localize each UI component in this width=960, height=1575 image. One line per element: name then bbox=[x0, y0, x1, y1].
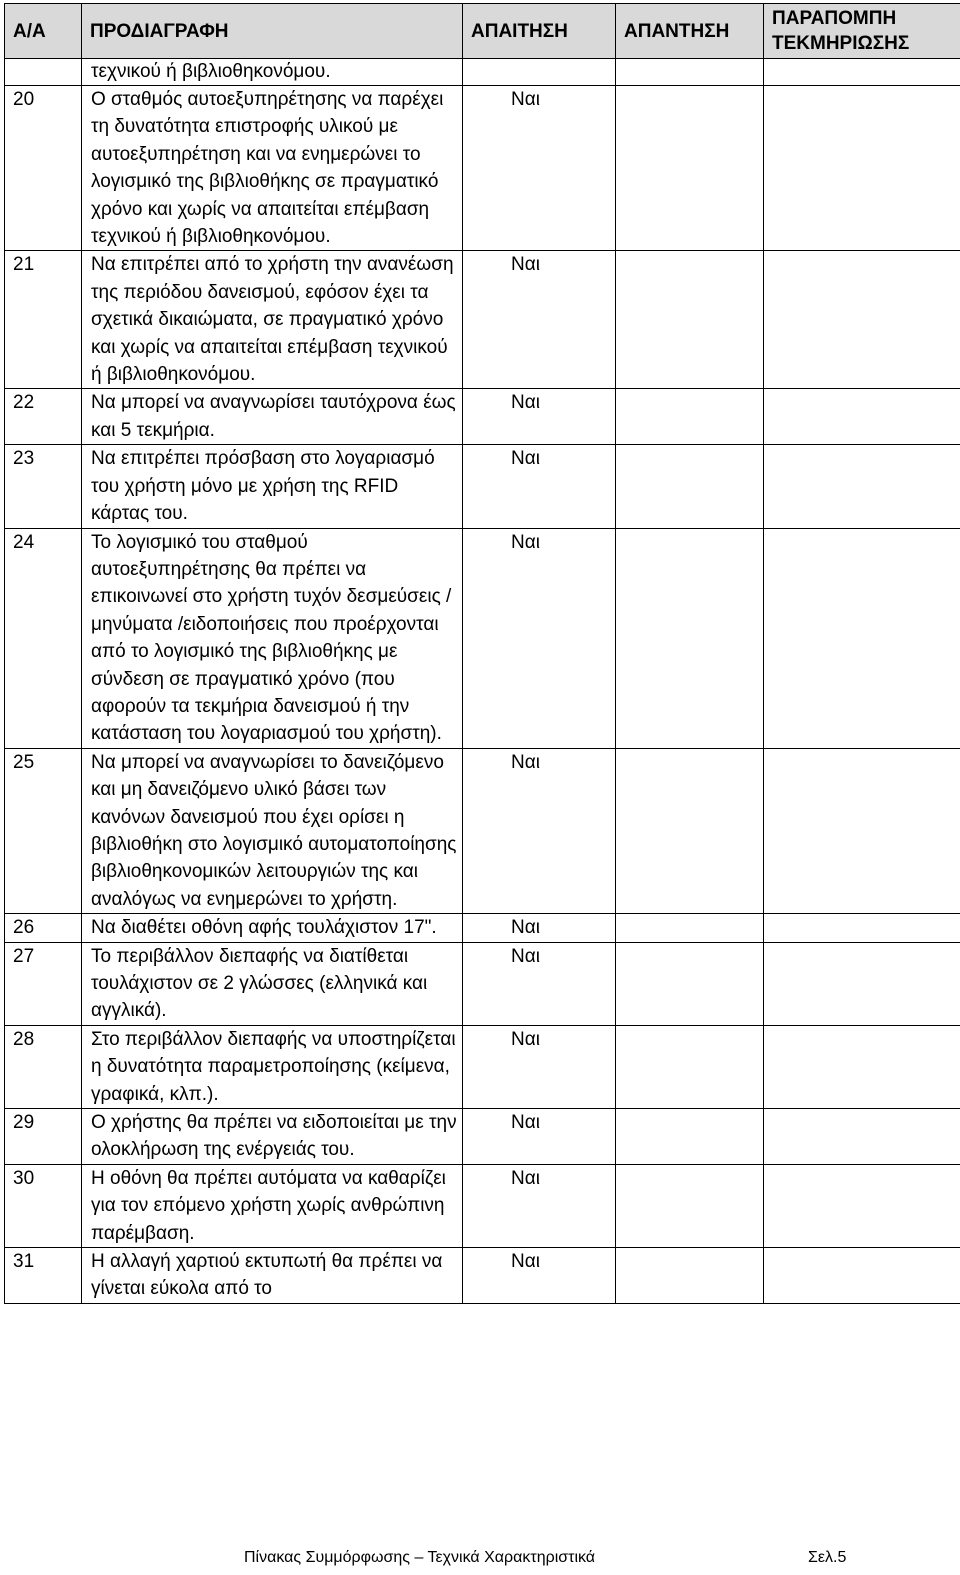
row-answer bbox=[616, 1109, 764, 1165]
row-requirement: Ναι bbox=[463, 251, 616, 389]
continuation-text: τεχνικού ή βιβλιοθηκονόμου. bbox=[82, 59, 463, 86]
table-row bbox=[5, 748, 960, 913]
row-number: 22 bbox=[5, 389, 82, 445]
header-reference: ΠΑΡΑΠΟΜΠΗ ΤΕΚΜΗΡΙΩΣΗΣ bbox=[764, 4, 960, 59]
row-answer bbox=[616, 528, 764, 748]
row-requirement: Ναι bbox=[463, 748, 616, 913]
row-answer bbox=[616, 748, 764, 913]
row-requirement: Ναι bbox=[463, 1164, 616, 1247]
compliance-table bbox=[4, 3, 960, 1304]
table-row bbox=[5, 389, 960, 445]
row-requirement: Ναι bbox=[463, 445, 616, 528]
table-row bbox=[5, 1025, 960, 1108]
row-requirement: Ναι bbox=[463, 528, 616, 748]
header-requirement: ΑΠΑΙΤΗΣΗ bbox=[463, 4, 616, 59]
row-reference bbox=[764, 914, 960, 942]
row-specification: Να μπορεί να αναγνωρίσει ταυτόχρονα έως και 5 τεκμήρια. bbox=[82, 389, 463, 445]
table-row bbox=[5, 942, 960, 1025]
row-requirement: Ναι bbox=[463, 942, 616, 1025]
row-answer bbox=[616, 445, 764, 528]
row-answer bbox=[616, 914, 764, 942]
page-footer bbox=[0, 1547, 960, 1571]
row-specification: Το περιβάλλον διεπαφής να διατίθεται τουλάχιστον σε 2 γλώσσες (ελληνικά και αγγλικά). bbox=[82, 942, 463, 1025]
row-number: 23 bbox=[5, 445, 82, 528]
table-row-continuation bbox=[5, 59, 960, 86]
table-row bbox=[5, 1164, 960, 1247]
row-specification: Να επιτρέπει πρόσβαση στο λογαριασμό του χρήστη μόνο με χρήση της RFID κάρτας του. bbox=[82, 445, 463, 528]
row-number: 27 bbox=[5, 942, 82, 1025]
row-specification: Ο χρήστης θα πρέπει να ειδοποιείται με την ολοκλήρωση της ενέργειάς του. bbox=[82, 1109, 463, 1165]
row-number: 28 bbox=[5, 1025, 82, 1108]
row-specification: Η αλλαγή χαρτιού εκτυπωτή θα πρέπει να γίνεται εύκολα από το bbox=[82, 1248, 463, 1304]
header-aa: Α/Α bbox=[5, 4, 82, 59]
footer-title: Πίνακας Συμμόρφωσης – Τεχνικά Χαρακτηριστικά bbox=[244, 1549, 596, 1566]
row-number: 25 bbox=[5, 748, 82, 913]
row-number: 26 bbox=[5, 914, 82, 942]
row-requirement: Ναι bbox=[463, 914, 616, 942]
row-requirement: Ναι bbox=[463, 389, 616, 445]
row-specification: Να επιτρέπει από το χρήστη την ανανέωση της περιόδου δανεισμού, εφόσον έχει τα σχετικά δικαιώματα, σε πραγματικό χρόνο και χωρίς να απαιτείται επέμβαση τεχνικού ή βιβλιοθηκονόμου. bbox=[82, 251, 463, 389]
row-specification: Να διαθέτει οθόνη αφής τουλάχιστον 17". bbox=[82, 914, 463, 942]
row-specification: Η οθόνη θα πρέπει αυτόματα να καθαρίζει για τον επόμενο χρήστη χωρίς ανθρώπινη παρέμβαση. bbox=[82, 1164, 463, 1247]
row-specification: Στο περιβάλλον διεπαφής να υποστηρίζεται η δυνατότητα παραμετροποίησης (κείμενα, γραφικά, κλπ.). bbox=[82, 1025, 463, 1108]
row-specification: Να μπορεί να αναγνωρίσει το δανειζόμενο και μη δανειζόμενο υλικό βάσει των κανόνων δανεισμού που έχει ορίσει η βιβλιοθήκη στο λογισμικό αυτοματοποίησης βιβλιοθηκονομικών λειτουργιών της και αναλόγως να ενημερώνει το χρήστη. bbox=[82, 748, 463, 913]
table-row bbox=[5, 86, 960, 251]
row-number: 20 bbox=[5, 86, 82, 251]
row-reference bbox=[764, 251, 960, 389]
row-answer bbox=[616, 942, 764, 1025]
table-row bbox=[5, 1109, 960, 1165]
row-answer bbox=[616, 1248, 764, 1304]
row-answer bbox=[616, 1164, 764, 1247]
row-answer bbox=[616, 1025, 764, 1108]
footer-page-number: Σελ.5 bbox=[808, 1549, 847, 1566]
row-reference bbox=[764, 748, 960, 913]
row-number: 31 bbox=[5, 1248, 82, 1304]
row-reference bbox=[764, 86, 960, 251]
row-specification: Ο σταθμός αυτοεξυπηρέτησης να παρέχει τη δυνατότητα επιστροφής υλικού με αυτοεξυπηρέτηση και να ενημερώνει το λογισμικό της βιβλιοθήκης σε πραγματικό χρόνο και χωρίς να απαιτείται επέμβαση τεχνικού ή βιβλιοθηκονόμου. bbox=[82, 86, 463, 251]
row-reference bbox=[764, 445, 960, 528]
table-row bbox=[5, 528, 960, 748]
row-reference bbox=[764, 942, 960, 1025]
row-reference bbox=[764, 1248, 960, 1304]
row-reference bbox=[764, 1164, 960, 1247]
row-requirement: Ναι bbox=[463, 1025, 616, 1108]
row-reference bbox=[764, 1025, 960, 1108]
row-reference bbox=[764, 528, 960, 748]
row-number: 24 bbox=[5, 528, 82, 748]
table-header-row bbox=[5, 4, 960, 59]
row-answer bbox=[616, 251, 764, 389]
header-spec: ΠΡΟΔΙΑΓΡΑΦΗ bbox=[82, 4, 463, 59]
row-requirement: Ναι bbox=[463, 86, 616, 251]
row-number: 29 bbox=[5, 1109, 82, 1165]
row-reference bbox=[764, 1109, 960, 1165]
table-row bbox=[5, 914, 960, 942]
row-number: 21 bbox=[5, 251, 82, 389]
row-answer bbox=[616, 389, 764, 445]
row-specification: Το λογισμικό του σταθμού αυτοεξυπηρέτησης θα πρέπει να επικοινωνεί στο χρήστη τυχόν δεσμεύσεις / μηνύματα /ειδοποιήσεις που προέρχονται από το λογισμικό της βιβλιοθήκης με σύνδεση σε πραγματικό χρόνο (που αφορούν τα τεκμήρια δανεισμού ή την κατάσταση του λογαριασμού του χρήστη). bbox=[82, 528, 463, 748]
table-row bbox=[5, 445, 960, 528]
row-requirement: Ναι bbox=[463, 1109, 616, 1165]
row-answer bbox=[616, 86, 764, 251]
table-row bbox=[5, 251, 960, 389]
header-answer: ΑΠΑΝΤΗΣΗ bbox=[616, 4, 764, 59]
row-reference bbox=[764, 389, 960, 445]
row-number: 30 bbox=[5, 1164, 82, 1247]
table-row bbox=[5, 1248, 960, 1304]
row-requirement: Ναι bbox=[463, 1248, 616, 1304]
